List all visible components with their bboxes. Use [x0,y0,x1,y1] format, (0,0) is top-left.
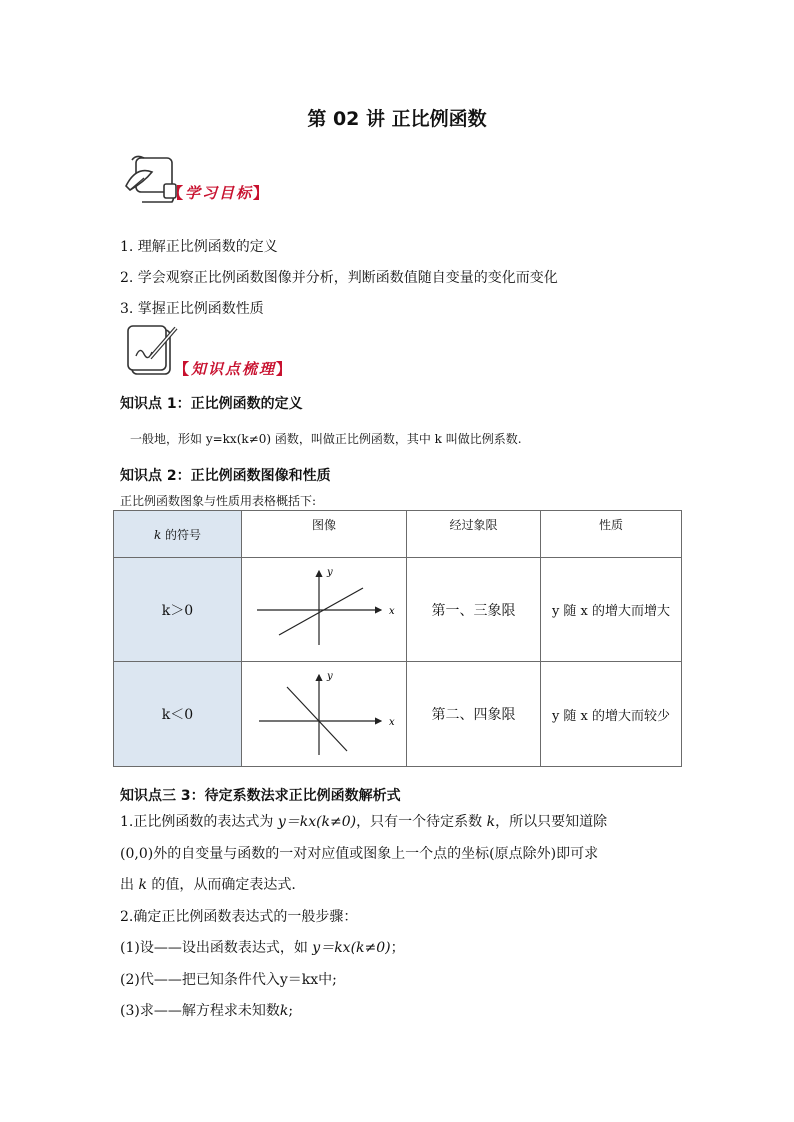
negative-k-graph [249,667,399,757]
header-k: k [153,527,162,542]
kp3-step1 [120,937,405,957]
header-graph: 图像 [242,511,407,558]
kp3-p1-line3-a: 出 [120,877,139,893]
row2-property: y 随 x 的增大而较少 [541,662,682,767]
kp3-step1-formula: y＝kx(k≠0) [312,940,391,956]
kp3-p1-text-b: ，只有一个待定系数 [356,814,487,830]
y-axis-label: y [327,566,333,578]
header-property: 性质 [541,511,682,558]
kp1-heading: 知识点 1：正比例函数的定义 [120,396,303,412]
kp2-intro: 正比例函数图象与性质用表格概括下: [120,494,317,508]
kp3-k: k [486,814,496,830]
kp3-p1-line2: (0,0)外的自变量与函数的一对对应值或图象上一个点的坐标(原点除外)即可求 [120,846,599,862]
kp3-p2: 2.确定正比例函数表达式的一般步骤： [120,909,358,925]
kp3-p1-line1 [120,811,607,831]
kp3-k-2: k [138,877,147,893]
header-sign-label: 的符号 [165,527,202,542]
kp3-step2: (2)代——把已知条件代入y＝kx中; [120,972,337,988]
row1-sign: k＞0 [114,558,242,662]
x-axis-label: x [389,717,395,728]
kp3-p1-line3-b: 的值，从而确定表达式. [146,877,296,893]
kp3-step3-a: (3)求——解方程求未知数 [120,1003,280,1019]
goal-item-1: 1. 理解正比例函数的定义 [120,239,278,255]
kp3-step3-b: ; [288,1003,294,1019]
positive-k-graph [249,563,399,653]
kp3-step3-k: k [279,1003,289,1019]
kp3-p1-text-c: ，所以只要知道除 [495,814,608,830]
table-row [114,662,682,767]
page-title: 第 02 讲 正比例函数 [307,108,487,130]
header-sign [114,511,242,558]
row1-quadrants: 第一、三象限 [407,558,541,662]
line-negative-slope [287,687,347,751]
kp3-step1-a: (1)设——设出函数表达式，如 [120,940,313,956]
line-positive-slope [279,588,363,635]
kp1-text: 一般地，形如 y=kx(k≠0) 函数，叫做正比例函数，其中 k 叫做比例系数. [130,432,522,446]
kp3-step3 [120,1000,293,1020]
properties-table [113,510,682,767]
kp3-heading: 知识点三 3：待定系数法求正比例函数解析式 [120,788,401,804]
x-axis-label: x [389,605,395,617]
goals-banner: 【学习目标】 [168,184,271,202]
knowledge-banner: 【知识点梳理】 [174,360,294,378]
row1-property: y 随 x 的增大而增大 [541,558,682,662]
kp3-p1-text-a: 1.正比例函数的表达式为 [120,814,278,830]
kp3-p1-line3 [120,874,296,894]
kp3-step1-b: ； [390,940,405,956]
row1-graph [242,558,407,662]
y-axis-label: y [327,671,333,682]
goal-item-3: 3. 掌握正比例函数性质 [120,301,264,317]
table-header-row [114,511,682,558]
row2-quadrants: 第二、四象限 [407,662,541,767]
header-quadrants: 经过象限 [407,511,541,558]
goal-item-2: 2. 学会观察正比例函数图像并分析，判断函数值随自变量的变化而变化 [120,270,558,286]
row2-graph [242,662,407,767]
kp2-heading: 知识点 2：正比例函数图像和性质 [120,468,331,484]
table-row [114,558,682,662]
kp3-formula: y＝kx(k≠0) [277,814,357,830]
row2-sign: k＜0 [114,662,242,767]
